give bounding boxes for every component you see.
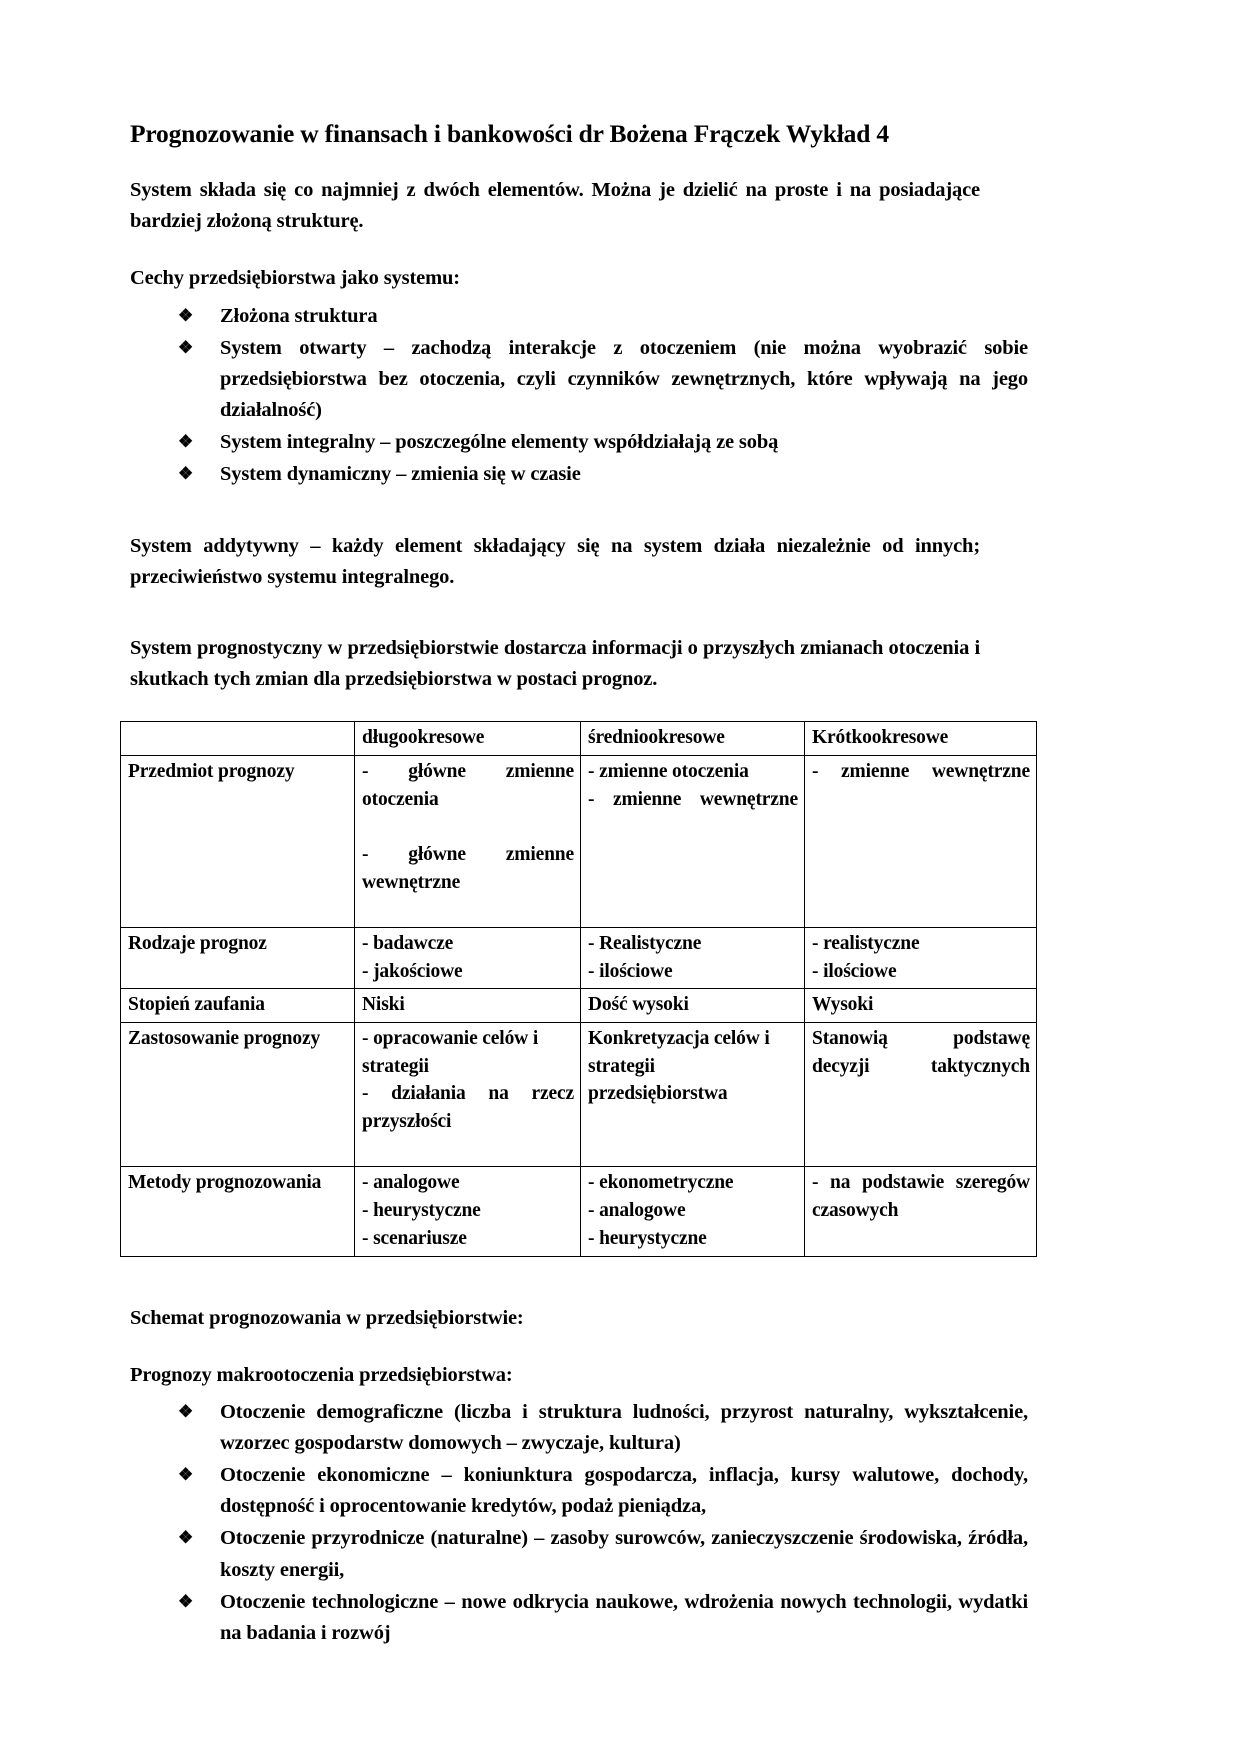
list-item: [178, 1523, 1028, 1585]
diamond-bullet-icon: ❖: [178, 305, 194, 325]
table-row: [121, 989, 1037, 1023]
list-item-label: Złożona struktura: [220, 304, 378, 327]
table-row: [121, 755, 1037, 927]
list-item-label: System integralny – poszczególne elementy współdziałają ze sobą: [220, 431, 779, 454]
spacer: [130, 517, 1122, 531]
cell-short-term: Stanowią podstawę decyzji taktycznych: [805, 1023, 1037, 1167]
list-item: [178, 1460, 1028, 1522]
cell-medium-term: Konkretyzacja celów i strategii przedsiębiorstwa: [581, 1023, 805, 1167]
list-item: [178, 1397, 1028, 1459]
cell-long-term: - badawcze - jakościowe: [355, 927, 581, 988]
column-header-medium-term: średniookresowe: [581, 722, 805, 756]
diamond-bullet-icon: ❖: [178, 432, 194, 452]
diamond-bullet-icon: ❖: [178, 1528, 194, 1548]
cell-long-term: - opracowanie celów i strategii - działania na rzecz przyszłości: [355, 1023, 581, 1167]
cell-long-term: Niski: [355, 989, 581, 1023]
cell-short-term: - zmienne wewnętrzne: [805, 755, 1037, 927]
table-row: [121, 1023, 1037, 1167]
schema-heading: Schemat prognozowania w przedsiębiorstwie:: [130, 1306, 524, 1329]
row-label: Stopień zaufania: [121, 989, 355, 1023]
list-item: [178, 427, 1028, 458]
list-item-label: Otoczenie przyrodnicze (naturalne) – zasoby surowców, zanieczyszczenie środowiska, źródła, koszty energii,: [220, 1527, 1028, 1581]
prognostic-paragraph: System prognostyczny w przedsiębiorstwie dostarcza informacji o przyszłych zmianach otoczenia i skutkach tych zmian dla przedsiębiorstwa w postaci prognoz.: [130, 636, 980, 690]
forecast-horizon-table: [120, 721, 1037, 1256]
cell-short-term: Wysoki: [805, 989, 1037, 1023]
row-label: Zastosowanie prognozy: [121, 1023, 355, 1167]
cell-medium-term: Dość wysoki: [581, 989, 805, 1023]
table-row: [121, 927, 1037, 988]
column-header-short-term: Krótkookresowe: [805, 722, 1037, 756]
list-item-label: Otoczenie ekonomiczne – koniunktura gospodarcza, inflacja, kursy walutowe, dochody, dostępność i oprocentowanie kredytów, podaż pieniądza,: [220, 1464, 1028, 1518]
list-item: [178, 301, 1028, 332]
macro-bullet-list: [130, 1397, 1028, 1649]
spacer: [130, 619, 1122, 633]
list-item: [178, 459, 1028, 490]
cell-medium-term: - zmienne otoczenia - zmienne wewnętrzne: [581, 755, 805, 927]
diamond-bullet-icon: ❖: [178, 1401, 194, 1421]
page-title: Prognozowanie w finansach i bankowości dr Bożena Frączek Wykład 4: [130, 119, 889, 148]
column-header-empty: [121, 722, 355, 756]
row-label: Przedmiot prognozy: [121, 755, 355, 927]
cell-long-term: - główne zmienne otoczenia - główne zmienne wewnętrzne: [355, 755, 581, 927]
diamond-bullet-icon: ❖: [178, 337, 194, 357]
table-row: [121, 1167, 1037, 1256]
list-item-label: Otoczenie technologiczne – nowe odkrycia naukowe, wdrożenia nowych technologii, wydatki na badania i rozwój: [220, 1590, 1028, 1644]
list-item-label: System otwarty – zachodzą interakcje z otoczeniem (nie można wyobrazić sobie przedsiębiorstwa bez otoczenia, czyli czynników zewnętrznych, które wpływają na jego działalność): [220, 336, 1028, 422]
list-item-label: Otoczenie demograficzne (liczba i struktura ludności, przyrost naturalny, wykształcenie, wzorzec gospodarstw domowych – zwyczaje, kultura): [220, 1400, 1028, 1454]
diamond-bullet-icon: ❖: [178, 464, 194, 484]
macro-heading: Prognozy makrootoczenia przedsiębiorstwa:: [130, 1363, 513, 1386]
list-item-label: System dynamiczny – zmienia się w czasie: [220, 463, 581, 486]
list-item: [178, 1587, 1028, 1649]
list-item: [178, 333, 1028, 426]
spacer: [130, 1257, 1122, 1303]
row-label: Rodzaje prognoz: [121, 927, 355, 988]
additive-paragraph: System addytywny – każdy element składający się na system działa niezależnie od innych; przeciwieństwo systemu integralnego.: [130, 534, 980, 588]
cell-short-term: - realistyczne - ilościowe: [805, 927, 1037, 988]
diamond-bullet-icon: ❖: [178, 1465, 194, 1485]
cell-short-term: - na podstawie szeregów czasowych: [805, 1167, 1037, 1256]
table-header-row: [121, 722, 1037, 756]
cell-medium-term: - ekonometryczne - analogowe - heurystyczne: [581, 1167, 805, 1256]
row-label: Metody prognozowania: [121, 1167, 355, 1256]
features-heading: Cechy przedsiębiorstwa jako systemu:: [130, 267, 460, 290]
cell-long-term: - analogowe - heurystyczne - scenariusze: [355, 1167, 581, 1256]
intro-paragraph: System składa się co najmniej z dwóch elementów. Można je dzielić na proste i na posiadające bardziej złożoną strukturę.: [130, 179, 980, 233]
features-bullet-list: [130, 301, 1028, 491]
cell-medium-term: - Realistyczne - ilościowe: [581, 927, 805, 988]
column-header-long-term: długookresowe: [355, 722, 581, 756]
diamond-bullet-icon: ❖: [178, 1591, 194, 1611]
